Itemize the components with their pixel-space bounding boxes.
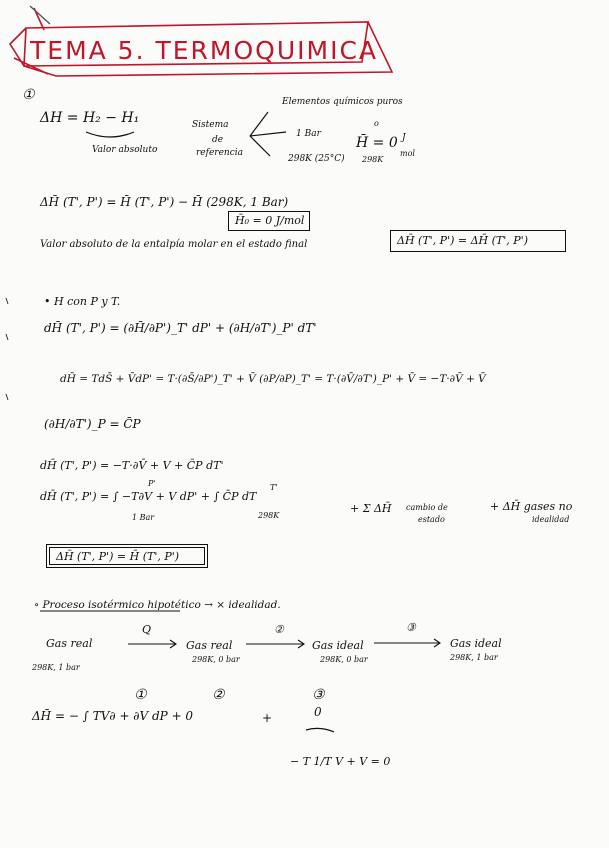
arrow-label-q: Q [142, 623, 152, 636]
num-2: ② [212, 687, 225, 703]
int1-lower: 1 Bar [132, 513, 155, 522]
bullet-h-con: • H con P y T. [44, 295, 121, 308]
section-number: ① [22, 87, 35, 103]
state-2-sub: 298K, 0 bar [192, 655, 240, 664]
eq-dh-partials: dH̄ (T', P') = (∂H̄/∂P')_T' dP' + (∂H/∂T')_P' dT' [44, 321, 317, 335]
unit-mol: mol [400, 149, 415, 158]
sum-sub-1: cambio de [406, 503, 448, 512]
plus-sign: + [262, 711, 273, 725]
int2-upper: T' [270, 483, 278, 492]
hbar-zero: H̄ = 0 [356, 135, 398, 151]
int1-upper: P' [148, 479, 156, 488]
label-de: de [212, 135, 224, 145]
state-1-sub: 298K, 1 bar [32, 663, 80, 672]
arrow-label-3: ③ [406, 621, 416, 634]
state-2: Gas real [186, 639, 233, 652]
eq-dh-cp: dH̄ (T', P') = −T·∂V̄ + V + C̄P dT' [40, 459, 224, 472]
eq-delta-h: ΔH = H₂ − H₁ [40, 110, 140, 126]
sum-sub-2: estado [418, 515, 445, 524]
boxed-bottom-inner: ΔH̄ (T', P') = H̄ (T', P') [49, 547, 205, 565]
eq-delta-h-final: ΔH̄ = − ∫ TV∂ + ∂V dP + 0 [32, 709, 194, 723]
arrow-label-2: ② [274, 623, 284, 636]
eq-cp: (∂H/∂T')_P = C̄P [44, 417, 141, 431]
label-sistema: Sistema [192, 120, 229, 130]
bullet-proceso: ∘ Proceso isotérmico hipotético → × idealidad. [34, 599, 281, 611]
page-title: TEMA 5. TERMOQUIMICA [30, 36, 379, 65]
gas-term: + ΔH̄ gases no [490, 500, 573, 513]
int2-lower: 298K [258, 511, 280, 520]
gas-sub: idealidad [532, 515, 570, 524]
zero-term: 0 [314, 705, 322, 719]
label-referencia: referencia [196, 148, 243, 158]
eq-dh-tds: dH̄ = TdS̄ + V̄dP' = T·(∂S̄/∂P')_T' + V̄ (∂P/∂P)_T' = T·(∂V̄/∂T')_P' + V̄ = −T·∂V̄ + V̄ [60, 373, 486, 385]
label-valor-absoluto: Valor absoluto [92, 145, 158, 155]
state-1: Gas real [46, 637, 93, 650]
state-4: Gas ideal [450, 637, 502, 650]
eq-enthalpy-molar: ΔH̄ (T', P') = H̄ (T', P') − H̄ (298K, 1 Bar) [40, 195, 289, 209]
num-1: ① [134, 687, 147, 703]
state-3-sub: 298K, 0 bar [320, 655, 368, 664]
hbar-298k: 298K [362, 155, 384, 164]
num-3: ③ [312, 687, 325, 703]
eq-zero-result: − T 1/T V + V = 0 [290, 755, 391, 768]
label-elementos: Elementos químicos puros [282, 97, 403, 107]
unit-j: J [402, 133, 406, 143]
state-4-sub: 298K, 1 bar [450, 653, 498, 662]
eq-integral: dH̄ (T', P') = ∫ −T∂V + V dP' + ∫ C̄P dT [40, 490, 257, 503]
hbar-sup: o [374, 119, 379, 128]
boxed-h0: H̄₀ = 0 J/mol [228, 211, 310, 231]
state-3: Gas ideal [312, 639, 364, 652]
label-1bar: 1 Bar [296, 129, 321, 139]
text-valor-absoluto: Valor absoluto de la entalpía molar en el estado final [40, 239, 308, 250]
label-298k: 298K (25°C) [288, 154, 345, 164]
boxed-right: ΔH̄ (T', P') = ΔH̄ (T', P') [390, 230, 566, 252]
sum-term: + Σ ΔH̄ [350, 502, 392, 515]
